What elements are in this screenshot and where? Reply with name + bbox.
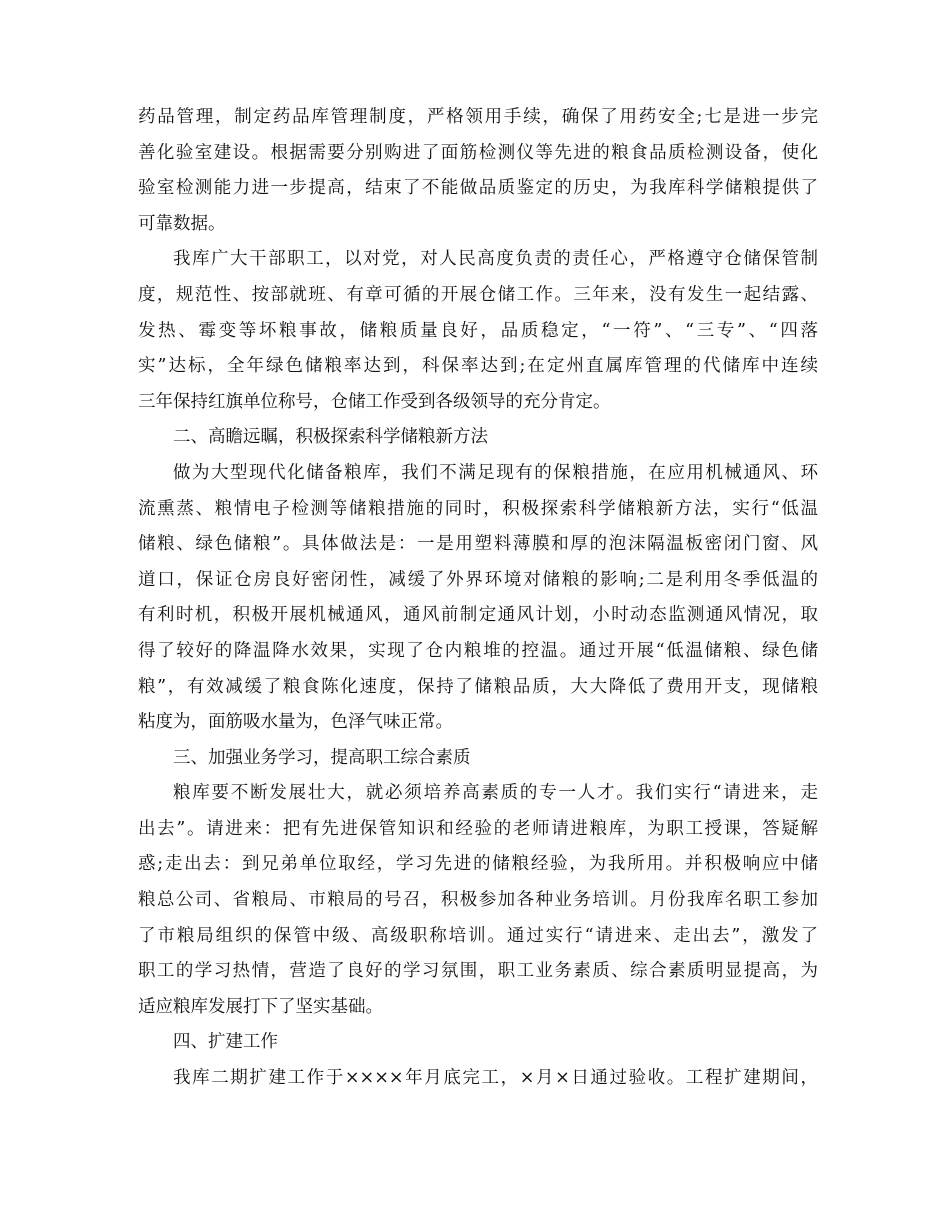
text-line: 粮总公司、省粮局、市粮局的号召，积极参加各种业务培训。月份我库名职工参加 <box>138 890 818 911</box>
text-line: 验室检测能力进一步提高，结束了不能做品质鉴定的历史，为我库科学储粮提供了 <box>138 178 818 199</box>
text-line: 有利时机，积极开展机械通风，通风前制定通风计划，小时动态监测通风情况，取 <box>138 605 818 626</box>
text-line: 药品管理，制定药品库管理制度，严格领用手续，确保了用药安全;七是进一步完 <box>138 107 818 127</box>
text-line: 粮库要不断发展壮大，就必须培养高素质的专一人才。我们实行“请进来，走 <box>173 783 818 804</box>
text-line: 实”达标，全年绿色储粮率达到，科保率达到;在定州直属库管理的代储库中连续 <box>138 356 818 377</box>
text-line: 出去”。请进来：把有先进保管知识和经验的老师请进粮库，为职工授课，答疑解 <box>138 818 818 839</box>
text-line: 做为大型现代化储备粮库，我们不满足现有的保粮措施，在应用机械通风、环 <box>173 462 818 483</box>
text-line: 度，规范性、按部就班、有章可循的开展仓储工作。三年来，没有发生一起结露、 <box>138 284 818 305</box>
text-line: 储粮、绿色储粮”。具体做法是：一是用塑料薄膜和厚的泡沫隔温板密闭门窗、风 <box>138 534 818 555</box>
document-body <box>138 100 818 1097</box>
text-line: 粘度为，面筋吸水量为，色泽气味正常。 <box>138 712 453 733</box>
text-line: 可靠数据。 <box>138 213 226 234</box>
text-line: 发热、霉变等坏粮事故，储粮质量良好，品质稳定，“一符”、“三专”、“四落 <box>138 320 818 341</box>
text-line: 适应粮库发展打下了坚实基础。 <box>138 996 383 1017</box>
text-line: 三年保持红旗单位称号，仓储工作受到各级领导的充分肯定。 <box>138 391 611 412</box>
section-heading: 四、扩建工作 <box>173 1032 278 1053</box>
section-heading: 二、高瞻远瞩，积极探索科学储粮新方法 <box>173 427 488 448</box>
text-line: 流熏蒸、粮情电子检测等储粮措施的同时，积极探索科学储粮新方法，实行“低温 <box>138 498 818 519</box>
text-line: 我库广大干部职工，以对党，对人民高度负责的责任心，严格遵守仓储保管制 <box>173 249 818 270</box>
text-line: 职工的学习热情，营造了良好的学习氛围，职工业务素质、综合素质明显提高，为 <box>138 961 818 982</box>
text-line: 惑;走出去：到兄弟单位取经，学习先进的储粮经验，为我所用。并积极响应中储 <box>138 854 818 875</box>
text-line: 善化验室建设。根据需要分别购进了面筋检测仪等先进的粮食品质检测设备，使化 <box>138 142 818 163</box>
text-line: 了市粮局组织的保管中级、高级职称培训。通过实行“请进来、走出去”，激发了 <box>138 925 818 946</box>
text-line: 粮”，有效减缓了粮食陈化速度，保持了储粮品质，大大降低了费用开支，现储粮 <box>138 676 818 697</box>
document-page <box>138 100 818 1097</box>
text-line: 道口，保证仓房良好密闭性，减缓了外界环境对储粮的影响;二是利用冬季低温的 <box>138 569 818 590</box>
text-line: 得了较好的降温降水效果，实现了仓内粮堆的控温。通过开展“低温储粮、绿色储 <box>138 640 818 661</box>
section-heading: 三、加强业务学习，提高职工综合素质 <box>173 747 471 768</box>
text-line: 我库二期扩建工作于××××年月底完工，×月×日通过验收。工程扩建期间， <box>173 1068 818 1089</box>
